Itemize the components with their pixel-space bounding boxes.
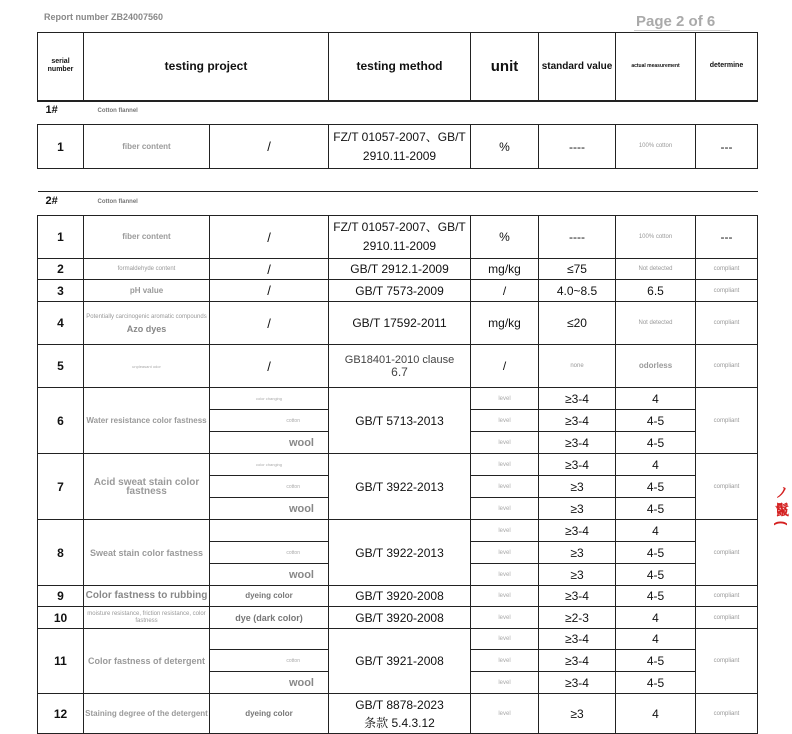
col-project: testing project — [84, 33, 329, 101]
actual-cell: 100% cotton — [616, 216, 696, 259]
table-row — [38, 345, 758, 388]
serial-cell: 11 — [38, 629, 84, 694]
table-row — [38, 586, 758, 607]
unit-cell: % — [471, 216, 539, 259]
table-row — [38, 216, 758, 259]
unit-cell: level — [471, 564, 539, 586]
table-row — [38, 520, 758, 542]
serial-cell: 5 — [38, 345, 84, 388]
section-note: Cotton flannel — [97, 198, 138, 205]
sub-cell: / — [210, 280, 329, 302]
sub-cell: dyeing color — [210, 586, 329, 607]
unit-cell: level — [471, 607, 539, 629]
sub-label-wool: wool — [210, 432, 329, 454]
item-subtext: Azo dyes — [126, 323, 167, 334]
standard-cell: ≥3-4 — [539, 520, 616, 542]
determine-cell: compliant — [696, 520, 758, 586]
unit-cell: / — [471, 345, 539, 388]
item-cell: unpleasant odor — [84, 345, 210, 388]
determine-cell: compliant — [696, 345, 758, 388]
standard-cell: ≥3-4 — [539, 432, 616, 454]
actual-cell: 4 — [616, 694, 696, 734]
standard-cell: ≥3-4 — [539, 650, 616, 672]
method-cell: GB/T 7573-2009 — [329, 280, 471, 302]
serial-cell: 1 — [38, 125, 84, 169]
unit-cell: level — [471, 498, 539, 520]
determine-cell: compliant — [696, 388, 758, 454]
sub-label: color changing — [210, 388, 329, 410]
determine-cell: compliant — [696, 302, 758, 345]
standard-cell: ≥3-4 — [539, 410, 616, 432]
section-label: 1# — [45, 103, 58, 116]
determine-cell: compliant — [696, 259, 758, 280]
actual-cell: Not detected — [616, 302, 696, 345]
method-cell: FZ/T 01057-2007、GB/T 2910.11-2009 — [329, 216, 471, 259]
table-row — [38, 607, 758, 629]
sub-label-cotton: cotton — [210, 650, 329, 672]
item-cell: Sweat stain color fastness — [84, 520, 210, 586]
section-row-2 — [38, 192, 758, 216]
actual-cell: 6.5 — [616, 280, 696, 302]
unit-cell: level — [471, 650, 539, 672]
unit-cell: level — [471, 629, 539, 650]
serial-cell: 8 — [38, 520, 84, 586]
unit-cell: mg/kg — [471, 259, 539, 280]
serial-cell: 6 — [38, 388, 84, 454]
col-unit: unit — [471, 33, 539, 101]
col-determine: determine — [696, 33, 758, 101]
table-row — [38, 280, 758, 302]
determine-cell: compliant — [696, 454, 758, 520]
method-cell: GB/T 3921-2008 — [329, 629, 471, 694]
actual-cell: 4-5 — [616, 476, 696, 498]
actual-cell: 4-5 — [616, 432, 696, 454]
standard-cell: 4.0~8.5 — [539, 280, 616, 302]
col-method: testing method — [329, 33, 471, 101]
actual-cell: 4-5 — [616, 498, 696, 520]
actual-cell: 4-5 — [616, 542, 696, 564]
method-cell: FZ/T 01057-2007、GB/T 2910.11-2009 — [329, 125, 471, 169]
sub-cell: / — [210, 216, 329, 259]
table-row — [38, 694, 758, 734]
section-label: 2# — [45, 194, 58, 207]
standard-cell: ≥2-3 — [539, 607, 616, 629]
serial-cell: 4 — [38, 302, 84, 345]
sub-cell: dyeing color — [210, 694, 329, 734]
col-serial: serial number — [38, 33, 84, 101]
sub-label-cotton: cotton — [210, 476, 329, 498]
item-cell: Color fastness of detergent — [84, 629, 210, 694]
item-cell: Water resistance color fastness — [84, 388, 210, 454]
unit-cell: level — [471, 542, 539, 564]
sub-cell: dye (dark color) — [210, 607, 329, 629]
determine-cell: compliant — [696, 629, 758, 694]
table-row — [38, 259, 758, 280]
sub-cell: / — [210, 259, 329, 280]
method-text: GB18401-2010 clause — [344, 354, 455, 366]
method-text: GB/T 8878-2023 — [355, 697, 444, 712]
item-cell: formaldehyde content — [84, 259, 210, 280]
sub-label — [210, 629, 329, 650]
unit-cell: level — [471, 520, 539, 542]
actual-cell: odorless — [616, 345, 696, 388]
col-standard: standard value — [539, 33, 616, 101]
page-indicator: Page 2 of 6 — [636, 13, 716, 30]
report-number: Report number ZB24007560 — [44, 12, 164, 22]
standard-cell: ≤75 — [539, 259, 616, 280]
determine-cell: compliant — [696, 694, 758, 734]
item-cell: fiber content — [84, 125, 210, 169]
unit-cell: level — [471, 672, 539, 694]
sub-label-cotton: cotton — [210, 542, 329, 564]
actual-cell: 4-5 — [616, 564, 696, 586]
standard-cell: ≥3 — [539, 498, 616, 520]
item-cell: Acid sweat stain color fastness — [84, 454, 210, 520]
standard-cell: ≥3-4 — [539, 454, 616, 476]
actual-cell: 4 — [616, 388, 696, 410]
determine-cell: compliant — [696, 586, 758, 607]
unit-cell: level — [471, 432, 539, 454]
standard-cell: ---- — [539, 125, 616, 169]
standard-cell: ≤20 — [539, 302, 616, 345]
sub-cell: / — [210, 345, 329, 388]
standard-cell: ≥3-4 — [539, 586, 616, 607]
unit-cell: level — [471, 388, 539, 410]
unit-cell: level — [471, 694, 539, 734]
header-row — [38, 33, 758, 101]
sub-label — [210, 520, 329, 542]
red-stamp: ノ 鬣 ( — [774, 485, 790, 526]
standard-cell: none — [539, 345, 616, 388]
determine-cell: --- — [696, 125, 758, 169]
item-cell: Color fastness to rubbing — [84, 586, 210, 607]
actual-cell: 4-5 — [616, 650, 696, 672]
method-cell: GB/T 3920-2008 — [329, 586, 471, 607]
table-row — [38, 629, 758, 650]
method-cell: GB/T 3922-2013 — [329, 454, 471, 520]
method-cell — [329, 694, 471, 734]
standard-cell: ≥3-4 — [539, 388, 616, 410]
actual-cell: 4-5 — [616, 410, 696, 432]
table-row — [38, 388, 758, 410]
standard-cell: ≥3 — [539, 542, 616, 564]
method-clause: 条款 5.4.3.12 — [364, 715, 435, 730]
item-text: Potentially carcinogenic aromatic compounds — [86, 313, 207, 320]
sub-label-wool: wool — [210, 498, 329, 520]
item-cell: fiber content — [84, 216, 210, 259]
standard-cell: ---- — [539, 216, 616, 259]
method-cell — [329, 345, 471, 388]
item-cell — [84, 302, 210, 345]
determine-cell: --- — [696, 216, 758, 259]
actual-cell: 100% cotton — [616, 125, 696, 169]
method-cell: GB/T 3920-2008 — [329, 607, 471, 629]
actual-cell: 4 — [616, 629, 696, 650]
serial-cell: 3 — [38, 280, 84, 302]
method-clause: 6.7 — [391, 365, 408, 379]
section-row-1 — [38, 101, 758, 125]
serial-cell: 1 — [38, 216, 84, 259]
standard-cell: ≥3 — [539, 564, 616, 586]
actual-cell: 4 — [616, 454, 696, 476]
standard-cell: ≥3 — [539, 694, 616, 734]
sub-cell: / — [210, 302, 329, 345]
serial-cell: 2 — [38, 259, 84, 280]
serial-cell: 12 — [38, 694, 84, 734]
item-cell: moisture resistance, friction resistance, color fastness — [84, 607, 210, 629]
unit-cell: mg/kg — [471, 302, 539, 345]
actual-cell: Not detected — [616, 259, 696, 280]
sub-cell: / — [210, 125, 329, 169]
unit-cell: / — [471, 280, 539, 302]
unit-cell: level — [471, 586, 539, 607]
standard-cell: ≥3-4 — [539, 629, 616, 650]
page-rule — [634, 30, 730, 31]
item-cell: pH value — [84, 280, 210, 302]
actual-cell: 4-5 — [616, 586, 696, 607]
section-note: Cotton flannel — [97, 107, 138, 114]
serial-cell: 7 — [38, 454, 84, 520]
unit-cell: level — [471, 476, 539, 498]
table-row — [38, 454, 758, 476]
method-cell: GB/T 2912.1-2009 — [329, 259, 471, 280]
table-row — [38, 125, 758, 169]
method-cell: GB/T 5713-2013 — [329, 388, 471, 454]
serial-cell: 10 — [38, 607, 84, 629]
determine-cell: compliant — [696, 607, 758, 629]
method-cell: GB/T 17592-2011 — [329, 302, 471, 345]
standard-cell: ≥3-4 — [539, 672, 616, 694]
unit-cell: level — [471, 410, 539, 432]
spacer-row — [38, 169, 758, 192]
sub-label-cotton: cotton — [210, 410, 329, 432]
serial-cell: 9 — [38, 586, 84, 607]
determine-cell: compliant — [696, 280, 758, 302]
standard-cell: ≥3 — [539, 476, 616, 498]
unit-cell: % — [471, 125, 539, 169]
unit-cell: level — [471, 454, 539, 476]
method-cell: GB/T 3922-2013 — [329, 520, 471, 586]
table-row — [38, 302, 758, 345]
sub-label: color changing — [210, 454, 329, 476]
sub-label-wool: wool — [210, 564, 329, 586]
actual-cell: 4 — [616, 607, 696, 629]
test-results-table — [37, 32, 758, 734]
sub-label-wool: wool — [210, 672, 329, 694]
item-cell: Staining degree of the detergent — [84, 694, 210, 734]
col-actual: actual measurement — [616, 33, 696, 101]
actual-cell: 4 — [616, 520, 696, 542]
actual-cell: 4-5 — [616, 672, 696, 694]
